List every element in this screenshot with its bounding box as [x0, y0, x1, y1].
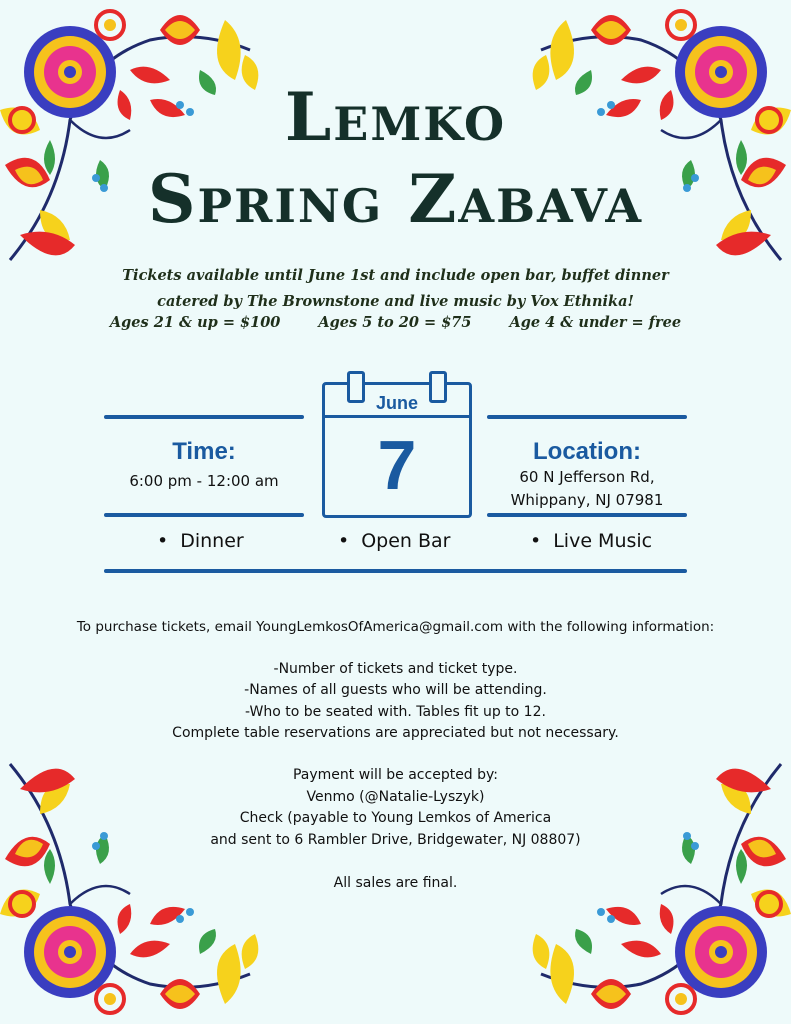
intro-line-2: catered by The Brownstone and live music by Vox Ethnika! [157, 293, 634, 310]
purchase-item-3: -Who to be seated with. Tables fit up to 12. [245, 704, 546, 720]
divider-mid-right [487, 513, 687, 517]
purchase-item-1: -Number of tickets and ticket type. [273, 661, 518, 677]
price-list [0, 314, 791, 331]
price-child: Age 4 & under = free [509, 314, 682, 331]
divider-mid-left [104, 513, 304, 517]
calendar-day: 7 [377, 426, 417, 504]
payment-line-3: and sent to 6 Rambler Drive, Bridgewater, NJ 08807) [210, 832, 581, 848]
price-youth: Ages 5 to 20 = $75 [318, 314, 472, 331]
location-line-1: 60 N Jefferson Rd, [519, 468, 655, 486]
calendar-icon [322, 382, 472, 518]
divider-bottom [104, 569, 687, 573]
intro-line-1: Tickets available until June 1st and include open bar, buffet dinner [122, 267, 669, 284]
feature-live-music: • Live Music [530, 530, 653, 552]
calendar-header-bar [325, 415, 469, 418]
location-line-2: Whippany, NJ 07981 [510, 491, 664, 509]
payment-heading: Payment will be accepted by: [292, 767, 499, 783]
time-value: 6:00 pm - 12:00 am [129, 472, 279, 490]
location-heading: Location: [533, 438, 641, 465]
feature-dinner: • Dinner [157, 530, 244, 552]
final-note: All sales are final. [333, 875, 458, 891]
event-title-line-1: Lemko [284, 78, 507, 156]
divider-top-left [104, 415, 304, 419]
payment-line-1: Venmo (@Natalie-Lyszyk) [306, 789, 485, 805]
price-adult: Ages 21 & up = $100 [109, 314, 281, 331]
purchase-item-2: -Names of all guests who will be attending. [244, 682, 547, 698]
divider-top-right [487, 415, 687, 419]
payment-line-2: Check (payable to Young Lemkos of America [239, 810, 552, 826]
purchase-intro: To purchase tickets, email YoungLemkosOfAmerica@gmail.com with the following information: [76, 619, 715, 635]
time-heading: Time: [172, 438, 236, 465]
feature-open-bar: • Open Bar [338, 530, 451, 552]
event-title-line-2: Spring Zabava [147, 160, 644, 238]
purchase-item-4: Complete table reservations are appreciated but not necessary. [172, 725, 619, 741]
calendar-month: June [375, 393, 418, 413]
